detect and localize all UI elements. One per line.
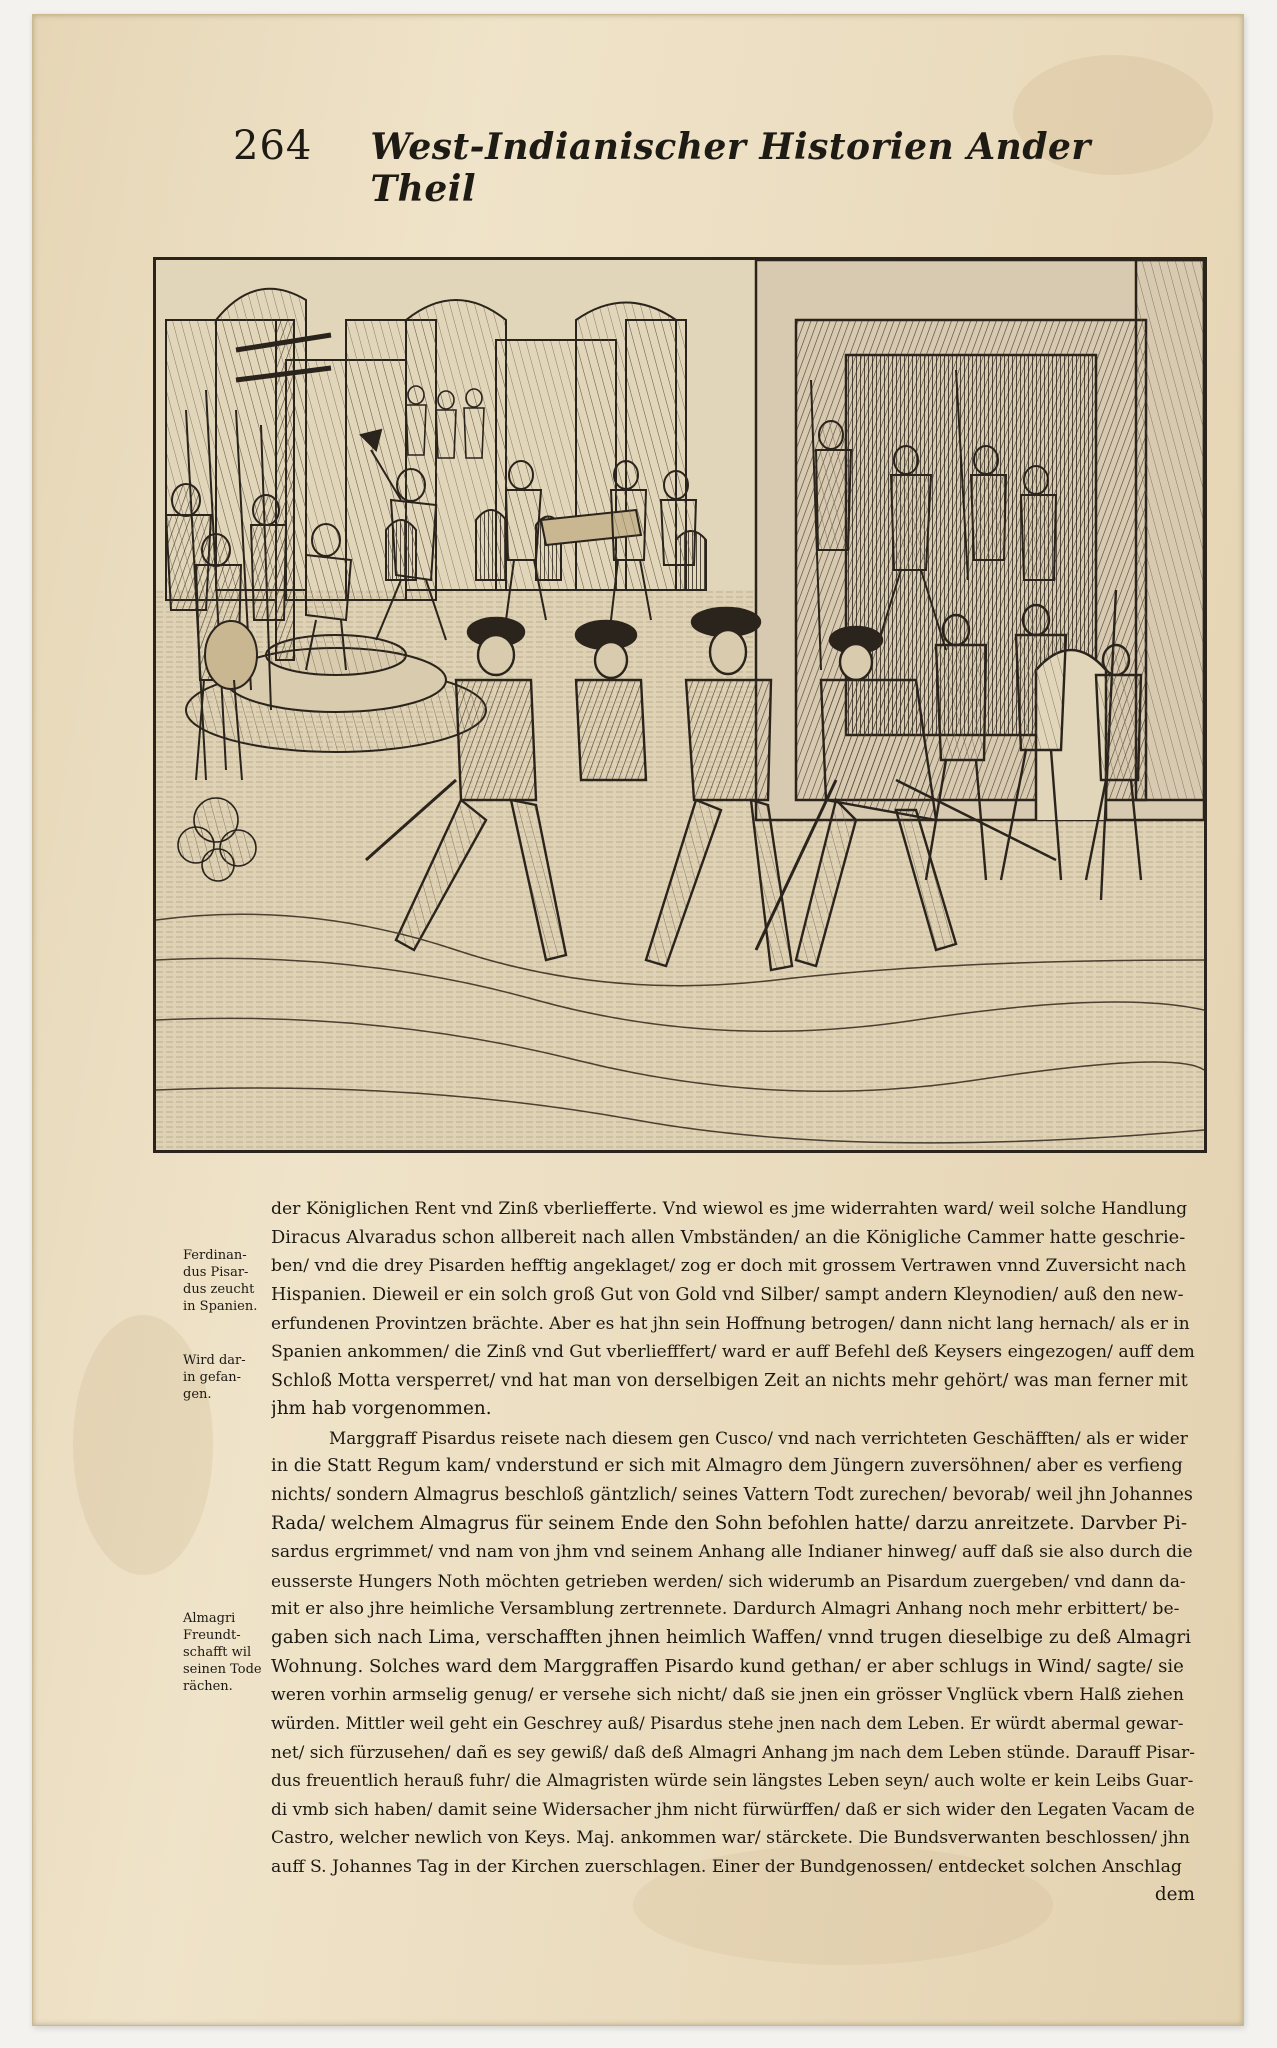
text-line: auff S. Johannes Tag in der Kirchen zuerschlagen. Einer der Bundgenossen/ entdecket solchen Anschlag — [271, 1856, 1182, 1877]
marginal-line: dus Pisar- — [183, 1265, 249, 1280]
text-line: Schloß Motta versperret/ vnd hat man von derselbigen Zeit an nichts mehr gehört/ was man ferner mit — [271, 1370, 1188, 1391]
text-line: Wohnung. Solches ward dem Marggraffen Pisardo kund gethan/ er aber schlugs in Wind/ sagte/ sie — [271, 1655, 1184, 1677]
text-line: würden. Mittler weil geht ein Geschrey auß/ Pisardus stehe jnen nach dem Leben. Er würdt abermal gewar- — [271, 1713, 1184, 1733]
marginal-line: gen. — [183, 1387, 212, 1402]
paragraph-1 — [271, 1195, 1195, 1424]
marginal-line: schafft wil — [183, 1645, 252, 1660]
text-line: Castro, welcher newlich von Keys. Maj. ankommen war/ stärckete. Die Bundsverwanten beschlossen/ jhn — [271, 1828, 1190, 1849]
text-line: erfundenen Provintzen brächte. Aber es hat jhn sein Hoffnung betrogen/ dann nicht lang hernach/ als er in — [271, 1313, 1190, 1334]
text-line: mit er also jhre heimliche Versamblung zertrennete. Dardurch Almagri Anhang noch mehr erbittert/ be- — [271, 1599, 1180, 1620]
text-line: di vmb sich haben/ damit seine Widersacher jhm nicht fürwürffen/ daß er sich wider den Legaten Vacam de — [271, 1799, 1195, 1820]
text-line: net/ sich fürzusehen/ dañ es sey gewiß/ daß deß Almagri Anhang jm nach dem Leben stünde. Darauff Pisar- — [271, 1742, 1195, 1763]
text-line: Spanien ankommen/ die Zinß vnd Gut vberliefffert/ ward er auff Befehl deß Keysers eingezogen/ auff dem — [271, 1341, 1195, 1362]
book-page — [32, 14, 1244, 2026]
text-line: Rada/ welchem Almagrus für seinem Ende den Sohn befohlen hatte/ darzu anreitzete. Darvber Pi- — [271, 1512, 1188, 1534]
running-title: West-Indianischer Historien Ander Theil — [370, 126, 1091, 210]
marginal-note-3 — [183, 1610, 269, 1695]
text-line: ben/ vnd die drey Pisarden hefftig angeklaget/ zog er doch mit grossem Vertrawen vnnd Zuversicht nach — [271, 1256, 1187, 1277]
text-line: in die Statt Regum kam/ vnderstund er sich mit Almagro dem Jüngern zuversöhnen/ aber es verfieng — [271, 1455, 1183, 1477]
text-line: weren vorhin armselig genug/ er versehe sich nicht/ daß sie jnen ein grösser Vnglück vbern Halß ziehen — [271, 1685, 1184, 1706]
marginal-line: dus zeucht — [183, 1282, 255, 1297]
page-header — [233, 123, 1093, 210]
text-line: jhm hab vorgenommen. — [271, 1398, 492, 1420]
background-figures — [406, 386, 484, 458]
marginal-line: Almagri — [183, 1611, 236, 1626]
marginal-line: rächen. — [183, 1679, 233, 1694]
text-line: Marggraff Pisardus reisete nach diesem gen Cusco/ vnd nach verrichteten Geschäfften/ als er wider — [329, 1427, 1188, 1448]
marginal-note-2 — [183, 1352, 269, 1403]
text-line: der Königlichen Rent vnd Zinß vberliefferte. Vnd wiewol es jme widerrahten ward/ weil solche Handlung — [271, 1199, 1188, 1219]
engraving-scene — [156, 260, 1204, 1150]
text-line: sardus ergrimmet/ vnd nam von jhm vnd seinem Anhang alle Indianer hinweg/ auff daß sie also durch die — [271, 1542, 1193, 1563]
text-line: nichts/ sondern Almagrus beschloß gäntzlich/ seines Vattern Todt zurechen/ bevorab/ weil jhn Johannes — [271, 1484, 1193, 1505]
marginal-line: Ferdinan- — [183, 1248, 247, 1263]
page-number: 264 — [233, 123, 313, 169]
marginal-note-1 — [183, 1247, 269, 1315]
body-text — [271, 1195, 1195, 1910]
text-line: Hispanien. Dieweil er ein solch groß Gut von Gold vnd Silber/ sampt andern Kleynodien/ auß den new- — [271, 1284, 1184, 1305]
text-line: eusserste Hungers Noth möchten getrieben werden/ sich widerumb an Pisardum zuergeben/ vnd dann da- — [271, 1570, 1186, 1591]
engraving-illustration — [153, 257, 1207, 1153]
catchword: dem — [1154, 1884, 1195, 1906]
marginal-line: in gefan- — [183, 1370, 242, 1385]
text-line: gaben sich nach Lima, verschafften jhnen heimlich Waffen/ vnnd trugen dieselbige zu deß Almagri — [271, 1626, 1192, 1648]
paragraph-2 — [271, 1424, 1195, 1882]
text-line: dus freuentlich herauß fuhr/ die Almagristen würde sein längstes Leben seyn/ auch wolte er kein Leibs Guar- — [271, 1770, 1194, 1790]
marginal-line: Wird dar- — [183, 1353, 246, 1368]
marginal-line: in Spanien. — [183, 1299, 258, 1314]
marginal-line: Freundt- — [183, 1628, 241, 1643]
marginal-line: seinen Tode — [183, 1662, 262, 1677]
text-line: Diracus Alvaradus schon allbereit nach allen Vmbständen/ an die Königliche Cammer hatte geschrie- — [271, 1226, 1186, 1248]
